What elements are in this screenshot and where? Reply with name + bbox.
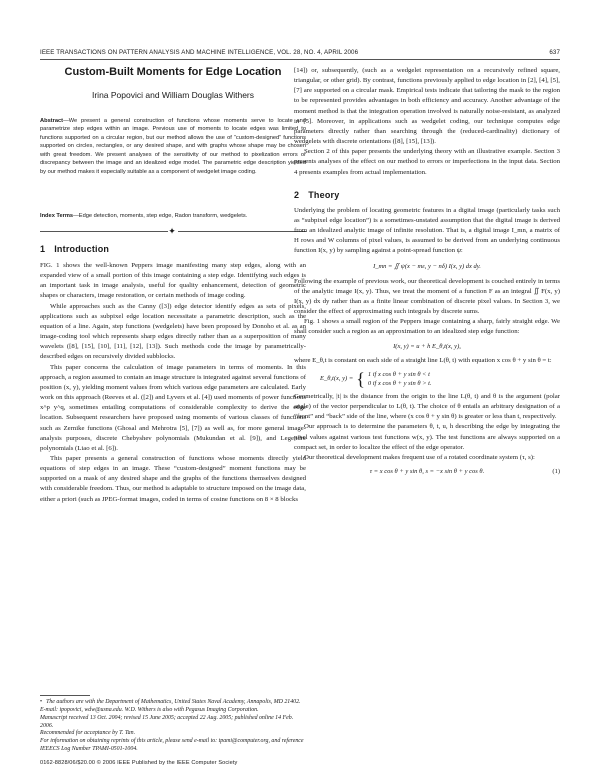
index-terms [40, 212, 306, 220]
page-number: 637 [549, 49, 560, 56]
section-2-heading [294, 190, 560, 201]
intro-paragraph: This paper presents a general construction of functions whose moments directly yield equations of step edges in an image. These “custom-designed” moment functions may be supported on a mask of any desired shape and the graphs of the functions themselves designed with considerable freedom. Thus, our method is adaptable to structure imposed on the image data, either a priori (such as JPEG-format images, coded in terms of cosine functions on 8 × 8 blocks [40, 454, 306, 503]
paper-title: Custom-Built Moments for Edge Location [64, 66, 282, 78]
intro-paragraph: FIG. 1 shows the well-known Peppers image manifesting many step edges, along with an expanded view of a small portion of this image containing a step edge. Identifying such edges is an important task in image analysis, useful for quality enhancement, detection of geometric shapes or characters, image restoration, or certain methods of image coding. [40, 262, 306, 300]
equation-rotated-coordinates [294, 467, 560, 477]
footnote-received: Manuscript received 13 Oct. 2004; revised 15 June 2005; accepted 22 Aug. 2005; published online 14 Feb. 2006. [40, 715, 294, 729]
right-column [294, 66, 560, 481]
running-head [40, 49, 560, 56]
index-terms-text: —Edge detection, moments, step edge, Radon transform, wedgelets. [73, 213, 248, 219]
theory-paragraph: Our approach is to determine the parameters θ, t, u, h describing the edge by integrating the pixel values against various test functions w(x, y). The test functions are always supported on a compact set, in order to localize the effect of the edge operator. [294, 423, 560, 451]
theory-paragraph: Geometrically, |t| is the distance from the origin to the line L(θ, t) and θ is the argument (polar angle) of the vector perpendicular to L(θ, t). The choice of θ entails an arbitrary designation of a “front” and “back” side of the line, where (x cos θ + y sin θ) is greater or less than t, respectively. [294, 392, 560, 421]
section-2-title: Theory [308, 189, 340, 200]
equation-piecewise [320, 370, 560, 388]
equation-1-body: τ = x cos θ + y sin θ, s = −x sin θ + y cos θ. [369, 468, 485, 475]
section-2-number: 2 [294, 189, 300, 200]
header-rule [40, 59, 560, 60]
brace-icon: { [356, 368, 365, 389]
theory-paragraph: Following the example of previous work, our theoretical development is couched entirely in terms of the analytic image I(x, y). Thus, we treat the moment of a function F as an integral ∬ F(x, y) I(x, y) dx dy rather than as a finite linear combination of discrete pixel values. In Section 3, we consider the effect of approximating such integrals by discrete sums. [294, 277, 560, 316]
index-terms-label: Index Terms [40, 213, 74, 219]
theory-paragraph: Underlying the problem of locating geometric features in a digital image (particularly tasks such as “subpixel edge location”) is a sometimes-unstated assumption that the digital image is derived from an idealized analytic image of infinite resolution. That is, a digital image I_mn, a matrix of H rows and W columns of pixel values, is assumed to be derived from an underlying continuous function I(x, y) by sampling against a point-spread function ψ: [294, 206, 560, 255]
intro-continued-paragraph: [14]) or, subsequently, (such as a wedgelet representation on a recursively refined square, triangular, or other grid). By contrast, functions previously applied to edge location in [2], [4], [5], [7] are supported on a circular mask. Empirical tests indicate that tailoring the mask to the region to be represented provides advantages in both efficiency and accuracy. Another advantage of the moment method is that the integration operation involved is naturally noise-resistant, as analyzed in [5]. Moreover, in applications such as wedgelet coding, our technique computes edge parameters directly rather than searching through the (reduced-cardinality) dictionary of wedgelets with discrete orientations ([8], [15], [13]). [294, 67, 560, 146]
section-1-title: Introduction [54, 244, 110, 254]
footnote-affiliation [40, 699, 306, 714]
abstract-text: —We present a general construction of functions whose moments serve to locate and parametrize step edges within an image. Previous use of moments to locate edges was limited to functions supported on a circular region, but our method allows the use of “custom-designed” functions supported on circles, rectangles, or any desired shape, and with graphs whose shape may be chosen with great freedom. We present analyses of the sensitivity of our method to pixelization errors or discrepancy between the image and an idealized edge model. The parametric edge description yielded by our method makes it especially suitable as a component of wedgelet image coding. [40, 118, 306, 175]
equation-piecewise-lhs: E_θ,t(x, y) = [320, 375, 354, 383]
footnote-rule [40, 695, 90, 696]
copyright-line: 0162-8828/06/$20.00 © 2006 IEEE Published by the IEEE Computer Society [40, 760, 238, 766]
equation-case-2: 0 if x cos θ + y sin θ > t. [367, 379, 432, 387]
journal-header: IEEE TRANSACTIONS ON PATTERN ANALYSIS AND MACHINE INTELLIGENCE, VOL. 28, NO. 4, APRIL 2006 [40, 49, 359, 56]
section-1-heading [40, 244, 306, 255]
section-1-number: 1 [40, 244, 46, 254]
equation-sampling: I_mn = ∬ ψ(x − mε, y − nδ) I(x, y) dx dy. [373, 262, 481, 270]
footnote-reprints: For information on obtaining reprints of this article, please send e-mail to: tpami@computer.org, and reference IEEECS Log Number TPAMI-0501-1004. [40, 737, 304, 752]
abstract [40, 117, 306, 176]
footnote-editor: Recommended for acceptance by T. Tan. [40, 730, 136, 737]
left-column [40, 244, 306, 505]
divider-rule-right [178, 231, 306, 232]
theory-paragraph: Fig. 1 shows a small region of the Peppers image containing a sharp, fairly straight edge. We shall consider such a region as an approximation to an idealized step edge function: [294, 318, 560, 336]
theory-paragraph: Our theoretical development makes frequent use of a rotated coordinate system (τ, s): [304, 453, 535, 461]
theory-paragraph: where E_θ,t is constant on each side of a straight line L(θ, t) with equation x cos θ + y sin θ = t: [294, 356, 552, 364]
intro-paragraph: This paper concerns the calculation of image parameters in terms of moments. In this approach, a region assumed to contain an image structure is integrated against several functions of position (x, y), yielding moment values from which various edge parameters are calculated. Early work on this approach (Reeves et al. ([2]) and Lyvers et al. [4]) used moments of power functions x^p y^q, sometimes entailing computations of considerable complexity to derive the edge location. Subsequent researchers have proposed using moments of various classes of functions such as Zernike functions (Ghosal and Mehrotra [5], [7]) as well as, for more general image-analysis purposes, discrete Chebyshev polynomials (Mukundan et al. [9]), and Legendre polynomials (Liao et al. [6]). [40, 363, 306, 452]
abstract-label: Abstract [40, 118, 64, 124]
bullet-icon: • [40, 699, 43, 705]
footnote-affiliation-text: The authors are with the Department of Mathematics, United States Naval Academy, Annapolis, MD 21402. E-mail: ipopovici, wdw@usna.edu. W.D. Withers is also with Pegasus Imaging Corporation. [40, 699, 301, 713]
divider-ornament-icon: ✦ [168, 226, 176, 236]
equation-1-number: (1) [552, 468, 560, 475]
equation-piecewise-cases [368, 370, 432, 388]
equation-step-edge: I(x, y) = u + h E_θ,t(x, y), [393, 342, 461, 350]
footnotes [40, 699, 306, 753]
divider-rule-left [40, 231, 168, 232]
intro-paragraph: While approaches such as the Canny ([3]) edge detector identify edges as sets of pixels, applications such as subpixel edge location necessitate a parametric description, such as the equation of a line. Again, step functions (wedgelets) have been proposed by Donoho et al. as an image-coding tool which represents sharp edges directly rather than as a superposition of many wavelets ([8], [15], [10], [11], [12], [13]). Such methods code the image by parametrically-described edges on recursively divided subblocks. [40, 302, 306, 361]
equation-case-1: 1 if x cos θ + y sin θ < t [367, 370, 430, 378]
intro-outline-paragraph: Section 2 of this paper presents the underlying theory with an illustrative example. Section 3 presents analyses of the effect on our method to errors or imperfections in the input data. Section 4 presents examples from actual implementation. [294, 148, 560, 176]
author-names: Irina Popovici and William Douglas Withers [91, 90, 255, 100]
